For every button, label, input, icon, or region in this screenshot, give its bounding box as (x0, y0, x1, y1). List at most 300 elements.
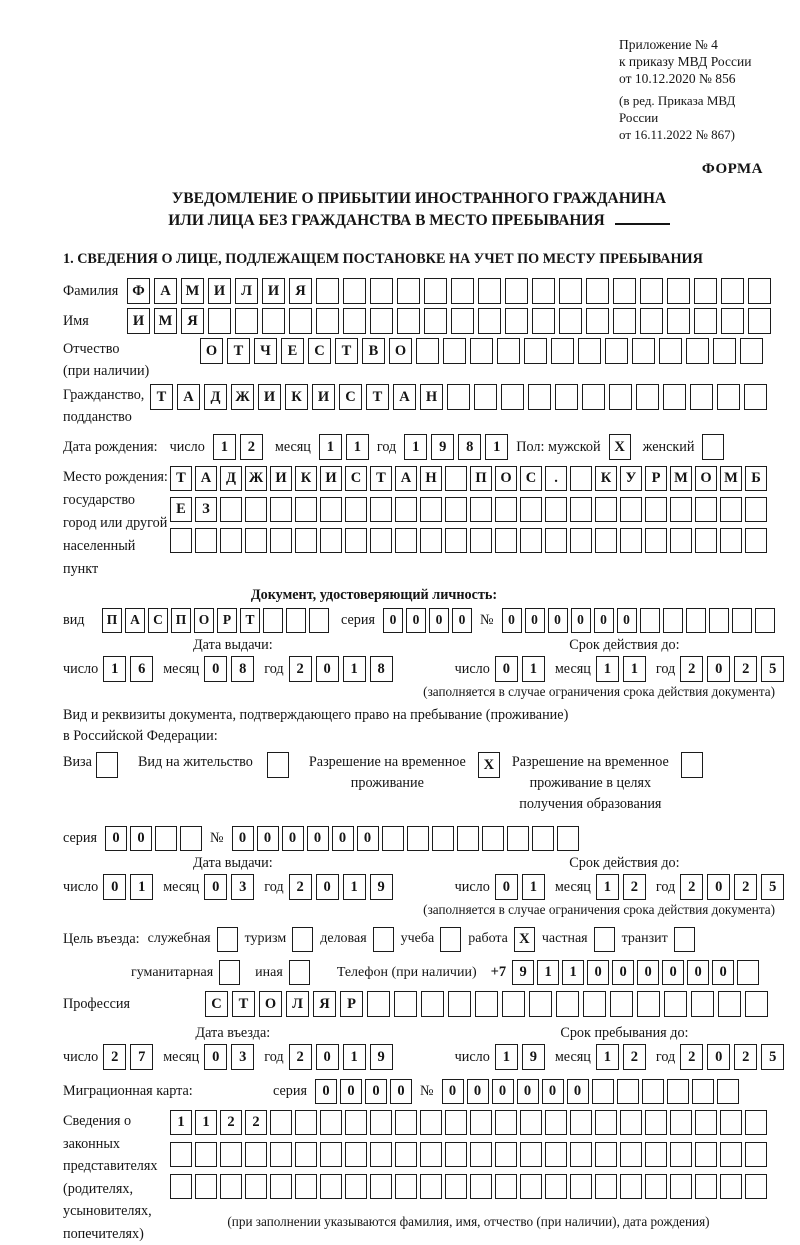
char-cell[interactable] (470, 528, 492, 553)
char-cell[interactable] (495, 1142, 517, 1167)
char-cell[interactable] (578, 338, 601, 364)
char-cell[interactable]: И (258, 384, 281, 410)
char-cell[interactable] (320, 497, 342, 522)
char-cell[interactable]: 1 (596, 656, 619, 682)
char-cell[interactable]: 8 (458, 434, 481, 460)
char-cell[interactable] (582, 384, 605, 410)
char-cell[interactable] (420, 1142, 442, 1167)
char-cell[interactable] (545, 528, 567, 553)
char-cell[interactable] (605, 338, 628, 364)
char-cell[interactable] (695, 528, 717, 553)
purpose-humanitarian-checkbox[interactable] (219, 960, 240, 985)
char-cell[interactable] (620, 528, 642, 553)
char-cell[interactable]: О (695, 466, 717, 491)
char-cell[interactable] (295, 497, 317, 522)
char-cell[interactable] (670, 497, 692, 522)
char-cell[interactable] (495, 1110, 517, 1135)
char-cell[interactable] (270, 497, 292, 522)
char-cell[interactable] (470, 1110, 492, 1135)
char-cell[interactable]: Б (745, 466, 767, 491)
char-cell[interactable] (613, 308, 636, 334)
char-cell[interactable] (395, 497, 417, 522)
char-cell[interactable] (694, 308, 717, 334)
char-cell[interactable] (520, 497, 542, 522)
char-cell[interactable]: И (127, 308, 150, 334)
char-cell[interactable]: В (362, 338, 385, 364)
char-cell[interactable]: 2 (289, 1044, 312, 1070)
char-cell[interactable] (532, 278, 555, 304)
char-cell[interactable] (709, 608, 729, 633)
char-cell[interactable] (640, 608, 660, 633)
char-cell[interactable] (645, 1142, 667, 1167)
char-cell[interactable] (745, 1142, 767, 1167)
char-cell[interactable] (717, 1079, 739, 1104)
char-cell[interactable] (395, 1174, 417, 1199)
char-cell[interactable]: Я (181, 308, 204, 334)
char-cell[interactable] (443, 338, 466, 364)
char-cell[interactable]: И (262, 278, 285, 304)
char-cell[interactable] (507, 826, 529, 851)
char-cell[interactable] (570, 528, 592, 553)
char-cell[interactable]: 1 (170, 1110, 192, 1135)
char-cell[interactable] (416, 338, 439, 364)
char-cell[interactable]: Ч (254, 338, 277, 364)
char-cell[interactable] (397, 278, 420, 304)
char-cell[interactable] (645, 497, 667, 522)
char-cell[interactable]: Р (645, 466, 667, 491)
char-cell[interactable]: 1 (195, 1110, 217, 1135)
char-cell[interactable] (370, 528, 392, 553)
char-cell[interactable]: Н (420, 466, 442, 491)
char-cell[interactable] (556, 991, 579, 1017)
char-cell[interactable] (395, 1142, 417, 1167)
char-cell[interactable]: П (470, 466, 492, 491)
char-cell[interactable]: 1 (495, 1044, 518, 1070)
char-cell[interactable]: 9 (512, 960, 534, 985)
char-cell[interactable] (586, 308, 609, 334)
char-cell[interactable]: 2 (240, 434, 263, 460)
char-cell[interactable] (620, 1174, 642, 1199)
char-cell[interactable]: 9 (522, 1044, 545, 1070)
char-cell[interactable] (692, 1079, 714, 1104)
char-cell[interactable] (690, 384, 713, 410)
char-cell[interactable]: Т (335, 338, 358, 364)
char-cell[interactable] (470, 1142, 492, 1167)
char-cell[interactable]: Т (232, 991, 255, 1017)
char-cell[interactable] (745, 497, 767, 522)
char-cell[interactable] (620, 1110, 642, 1135)
char-cell[interactable] (320, 1142, 342, 1167)
char-cell[interactable]: 0 (204, 1044, 227, 1070)
char-cell[interactable] (170, 528, 192, 553)
char-cell[interactable]: М (720, 466, 742, 491)
char-cell[interactable] (470, 497, 492, 522)
char-cell[interactable]: 0 (332, 826, 354, 851)
char-cell[interactable] (478, 308, 501, 334)
char-cell[interactable] (451, 278, 474, 304)
char-cell[interactable] (394, 991, 417, 1017)
char-cell[interactable]: Т (170, 466, 192, 491)
char-cell[interactable]: 2 (623, 874, 646, 900)
char-cell[interactable] (720, 528, 742, 553)
char-cell[interactable] (713, 338, 736, 364)
char-cell[interactable] (659, 338, 682, 364)
char-cell[interactable] (532, 308, 555, 334)
char-cell[interactable] (320, 528, 342, 553)
char-cell[interactable]: 1 (623, 656, 646, 682)
char-cell[interactable] (610, 991, 633, 1017)
char-cell[interactable] (686, 608, 706, 633)
char-cell[interactable]: Ж (245, 466, 267, 491)
char-cell[interactable]: 0 (548, 608, 568, 633)
char-cell[interactable] (370, 1174, 392, 1199)
char-cell[interactable]: 0 (340, 1079, 362, 1104)
char-cell[interactable] (570, 466, 592, 491)
char-cell[interactable] (609, 384, 632, 410)
char-cell[interactable] (309, 608, 329, 633)
char-cell[interactable] (745, 1174, 767, 1199)
char-cell[interactable]: 2 (680, 874, 703, 900)
char-cell[interactable] (367, 991, 390, 1017)
char-cell[interactable] (748, 308, 771, 334)
char-cell[interactable]: 2 (734, 874, 757, 900)
char-cell[interactable]: 0 (517, 1079, 539, 1104)
char-cell[interactable] (532, 826, 554, 851)
char-cell[interactable]: 5 (761, 874, 784, 900)
char-cell[interactable] (445, 497, 467, 522)
char-cell[interactable]: Н (420, 384, 443, 410)
char-cell[interactable]: А (195, 466, 217, 491)
char-cell[interactable]: 3 (231, 1044, 254, 1070)
char-cell[interactable] (670, 1110, 692, 1135)
char-cell[interactable] (636, 384, 659, 410)
char-cell[interactable] (640, 278, 663, 304)
char-cell[interactable] (245, 497, 267, 522)
char-cell[interactable]: Я (289, 278, 312, 304)
char-cell[interactable]: 0 (612, 960, 634, 985)
char-cell[interactable]: Т (370, 466, 392, 491)
char-cell[interactable] (289, 308, 312, 334)
char-cell[interactable] (528, 384, 551, 410)
char-cell[interactable] (316, 278, 339, 304)
char-cell[interactable] (451, 308, 474, 334)
char-cell[interactable]: О (389, 338, 412, 364)
char-cell[interactable] (555, 384, 578, 410)
char-cell[interactable] (370, 497, 392, 522)
char-cell[interactable] (195, 528, 217, 553)
char-cell[interactable] (370, 1110, 392, 1135)
char-cell[interactable]: 1 (213, 434, 236, 460)
char-cell[interactable] (343, 278, 366, 304)
char-cell[interactable]: 1 (537, 960, 559, 985)
char-cell[interactable] (286, 608, 306, 633)
char-cell[interactable] (720, 1174, 742, 1199)
char-cell[interactable] (457, 826, 479, 851)
char-cell[interactable] (424, 278, 447, 304)
char-cell[interactable]: З (195, 497, 217, 522)
char-cell[interactable] (495, 528, 517, 553)
char-cell[interactable]: 0 (204, 656, 227, 682)
char-cell[interactable] (295, 1142, 317, 1167)
char-cell[interactable]: О (200, 338, 223, 364)
sex-female-checkbox[interactable] (702, 434, 724, 460)
char-cell[interactable] (695, 1174, 717, 1199)
char-cell[interactable]: Т (227, 338, 250, 364)
char-cell[interactable]: 0 (232, 826, 254, 851)
char-cell[interactable]: Л (235, 278, 258, 304)
char-cell[interactable] (432, 826, 454, 851)
char-cell[interactable] (745, 991, 768, 1017)
char-cell[interactable]: И (320, 466, 342, 491)
char-cell[interactable] (155, 826, 177, 851)
char-cell[interactable]: 2 (680, 656, 703, 682)
purpose-study-checkbox[interactable] (440, 927, 461, 952)
char-cell[interactable]: П (102, 608, 122, 633)
char-cell[interactable]: 0 (452, 608, 472, 633)
char-cell[interactable] (502, 991, 525, 1017)
char-cell[interactable] (220, 1174, 242, 1199)
char-cell[interactable]: 0 (406, 608, 426, 633)
char-cell[interactable] (345, 528, 367, 553)
char-cell[interactable]: 0 (594, 608, 614, 633)
char-cell[interactable] (559, 278, 582, 304)
char-cell[interactable] (545, 1174, 567, 1199)
char-cell[interactable]: 0 (130, 826, 152, 851)
char-cell[interactable]: 0 (316, 874, 339, 900)
char-cell[interactable] (570, 1110, 592, 1135)
char-cell[interactable] (520, 1174, 542, 1199)
char-cell[interactable]: 1 (485, 434, 508, 460)
char-cell[interactable]: К (295, 466, 317, 491)
char-cell[interactable]: У (620, 466, 642, 491)
char-cell[interactable]: 0 (637, 960, 659, 985)
char-cell[interactable] (720, 1110, 742, 1135)
char-cell[interactable] (295, 1174, 317, 1199)
char-cell[interactable]: 1 (343, 874, 366, 900)
char-cell[interactable] (740, 338, 763, 364)
char-cell[interactable]: 9 (370, 874, 393, 900)
char-cell[interactable]: 3 (231, 874, 254, 900)
char-cell[interactable] (691, 991, 714, 1017)
char-cell[interactable] (195, 1174, 217, 1199)
char-cell[interactable] (721, 278, 744, 304)
char-cell[interactable]: 0 (707, 874, 730, 900)
char-cell[interactable] (695, 1110, 717, 1135)
char-cell[interactable]: 2 (289, 874, 312, 900)
char-cell[interactable] (478, 278, 501, 304)
char-cell[interactable] (316, 308, 339, 334)
char-cell[interactable]: С (308, 338, 331, 364)
char-cell[interactable]: 1 (130, 874, 153, 900)
char-cell[interactable] (397, 308, 420, 334)
char-cell[interactable] (551, 338, 574, 364)
char-cell[interactable] (720, 497, 742, 522)
char-cell[interactable]: 6 (130, 656, 153, 682)
char-cell[interactable] (445, 528, 467, 553)
char-cell[interactable]: Д (220, 466, 242, 491)
sex-male-checkbox[interactable]: X (609, 434, 631, 460)
char-cell[interactable]: 0 (103, 874, 126, 900)
char-cell[interactable] (637, 991, 660, 1017)
char-cell[interactable] (474, 384, 497, 410)
char-cell[interactable] (642, 1079, 664, 1104)
char-cell[interactable] (667, 308, 690, 334)
char-cell[interactable] (694, 278, 717, 304)
char-cell[interactable] (497, 338, 520, 364)
char-cell[interactable] (370, 308, 393, 334)
char-cell[interactable] (295, 1110, 317, 1135)
char-cell[interactable]: 0 (495, 874, 518, 900)
purpose-work-checkbox[interactable]: X (514, 927, 535, 952)
char-cell[interactable]: 0 (315, 1079, 337, 1104)
char-cell[interactable]: И (312, 384, 335, 410)
char-cell[interactable]: 2 (623, 1044, 646, 1070)
char-cell[interactable]: 1 (404, 434, 427, 460)
char-cell[interactable]: С (520, 466, 542, 491)
char-cell[interactable]: А (393, 384, 416, 410)
char-cell[interactable]: 0 (105, 826, 127, 851)
char-cell[interactable]: 5 (761, 1044, 784, 1070)
char-cell[interactable] (583, 991, 606, 1017)
char-cell[interactable]: 0 (707, 656, 730, 682)
char-cell[interactable]: К (285, 384, 308, 410)
char-cell[interactable] (395, 528, 417, 553)
char-cell[interactable]: Я (313, 991, 336, 1017)
char-cell[interactable]: 2 (245, 1110, 267, 1135)
char-cell[interactable]: М (670, 466, 692, 491)
visa-checkbox[interactable] (96, 752, 118, 778)
char-cell[interactable]: П (171, 608, 191, 633)
char-cell[interactable] (645, 1174, 667, 1199)
char-cell[interactable]: 5 (761, 656, 784, 682)
char-cell[interactable]: Д (204, 384, 227, 410)
char-cell[interactable]: 0 (542, 1079, 564, 1104)
char-cell[interactable]: М (154, 308, 177, 334)
char-cell[interactable] (670, 1174, 692, 1199)
char-cell[interactable] (595, 1110, 617, 1135)
char-cell[interactable]: 0 (495, 656, 518, 682)
char-cell[interactable] (632, 338, 655, 364)
residence-permit-checkbox[interactable] (267, 752, 289, 778)
char-cell[interactable] (220, 497, 242, 522)
char-cell[interactable]: С (205, 991, 228, 1017)
char-cell[interactable] (695, 497, 717, 522)
char-cell[interactable] (470, 338, 493, 364)
char-cell[interactable] (545, 497, 567, 522)
char-cell[interactable] (755, 608, 775, 633)
char-cell[interactable]: 2 (734, 656, 757, 682)
char-cell[interactable]: 0 (204, 874, 227, 900)
char-cell[interactable] (470, 1174, 492, 1199)
char-cell[interactable]: О (495, 466, 517, 491)
char-cell[interactable]: 0 (307, 826, 329, 851)
char-cell[interactable]: 0 (257, 826, 279, 851)
char-cell[interactable] (501, 384, 524, 410)
char-cell[interactable] (737, 960, 759, 985)
char-cell[interactable]: . (545, 466, 567, 491)
char-cell[interactable] (505, 278, 528, 304)
char-cell[interactable] (495, 1174, 517, 1199)
char-cell[interactable] (270, 1174, 292, 1199)
char-cell[interactable]: 9 (431, 434, 454, 460)
char-cell[interactable]: А (125, 608, 145, 633)
char-cell[interactable]: 0 (492, 1079, 514, 1104)
char-cell[interactable] (745, 1110, 767, 1135)
char-cell[interactable] (545, 1142, 567, 1167)
char-cell[interactable] (245, 528, 267, 553)
char-cell[interactable]: 8 (370, 656, 393, 682)
char-cell[interactable] (345, 1142, 367, 1167)
char-cell[interactable] (180, 826, 202, 851)
char-cell[interactable] (345, 1110, 367, 1135)
char-cell[interactable] (263, 608, 283, 633)
char-cell[interactable]: 0 (316, 1044, 339, 1070)
char-cell[interactable] (245, 1174, 267, 1199)
purpose-tourism-checkbox[interactable] (292, 927, 313, 952)
char-cell[interactable]: 0 (429, 608, 449, 633)
char-cell[interactable] (595, 1142, 617, 1167)
char-cell[interactable] (445, 1174, 467, 1199)
char-cell[interactable] (395, 1110, 417, 1135)
char-cell[interactable] (270, 1142, 292, 1167)
char-cell[interactable] (520, 1142, 542, 1167)
char-cell[interactable] (482, 826, 504, 851)
char-cell[interactable]: Ф (127, 278, 150, 304)
char-cell[interactable] (505, 308, 528, 334)
char-cell[interactable] (448, 991, 471, 1017)
char-cell[interactable] (445, 1110, 467, 1135)
char-cell[interactable]: 0 (282, 826, 304, 851)
char-cell[interactable] (420, 1174, 442, 1199)
char-cell[interactable]: 0 (357, 826, 379, 851)
char-cell[interactable] (718, 991, 741, 1017)
char-cell[interactable] (445, 1142, 467, 1167)
char-cell[interactable] (667, 278, 690, 304)
char-cell[interactable]: 0 (383, 608, 403, 633)
char-cell[interactable] (620, 1142, 642, 1167)
char-cell[interactable]: 0 (502, 608, 522, 633)
char-cell[interactable] (663, 608, 683, 633)
char-cell[interactable]: 2 (680, 1044, 703, 1070)
char-cell[interactable] (475, 991, 498, 1017)
char-cell[interactable]: О (194, 608, 214, 633)
char-cell[interactable] (617, 1079, 639, 1104)
char-cell[interactable] (320, 1110, 342, 1135)
char-cell[interactable]: 1 (522, 656, 545, 682)
temp-residence-permit-checkbox[interactable]: X (478, 752, 500, 778)
char-cell[interactable] (262, 308, 285, 334)
char-cell[interactable] (235, 308, 258, 334)
char-cell[interactable] (529, 991, 552, 1017)
char-cell[interactable]: Р (217, 608, 237, 633)
purpose-other-checkbox[interactable] (289, 960, 310, 985)
char-cell[interactable] (670, 528, 692, 553)
char-cell[interactable]: 9 (370, 1044, 393, 1070)
char-cell[interactable] (295, 528, 317, 553)
char-cell[interactable]: Е (170, 497, 192, 522)
char-cell[interactable]: 0 (617, 608, 637, 633)
char-cell[interactable] (640, 308, 663, 334)
char-cell[interactable] (695, 1142, 717, 1167)
char-cell[interactable] (345, 1174, 367, 1199)
char-cell[interactable] (670, 1142, 692, 1167)
char-cell[interactable]: 0 (587, 960, 609, 985)
char-cell[interactable] (524, 338, 547, 364)
char-cell[interactable] (208, 308, 231, 334)
char-cell[interactable]: 1 (319, 434, 342, 460)
char-cell[interactable] (245, 1142, 267, 1167)
char-cell[interactable] (686, 338, 709, 364)
